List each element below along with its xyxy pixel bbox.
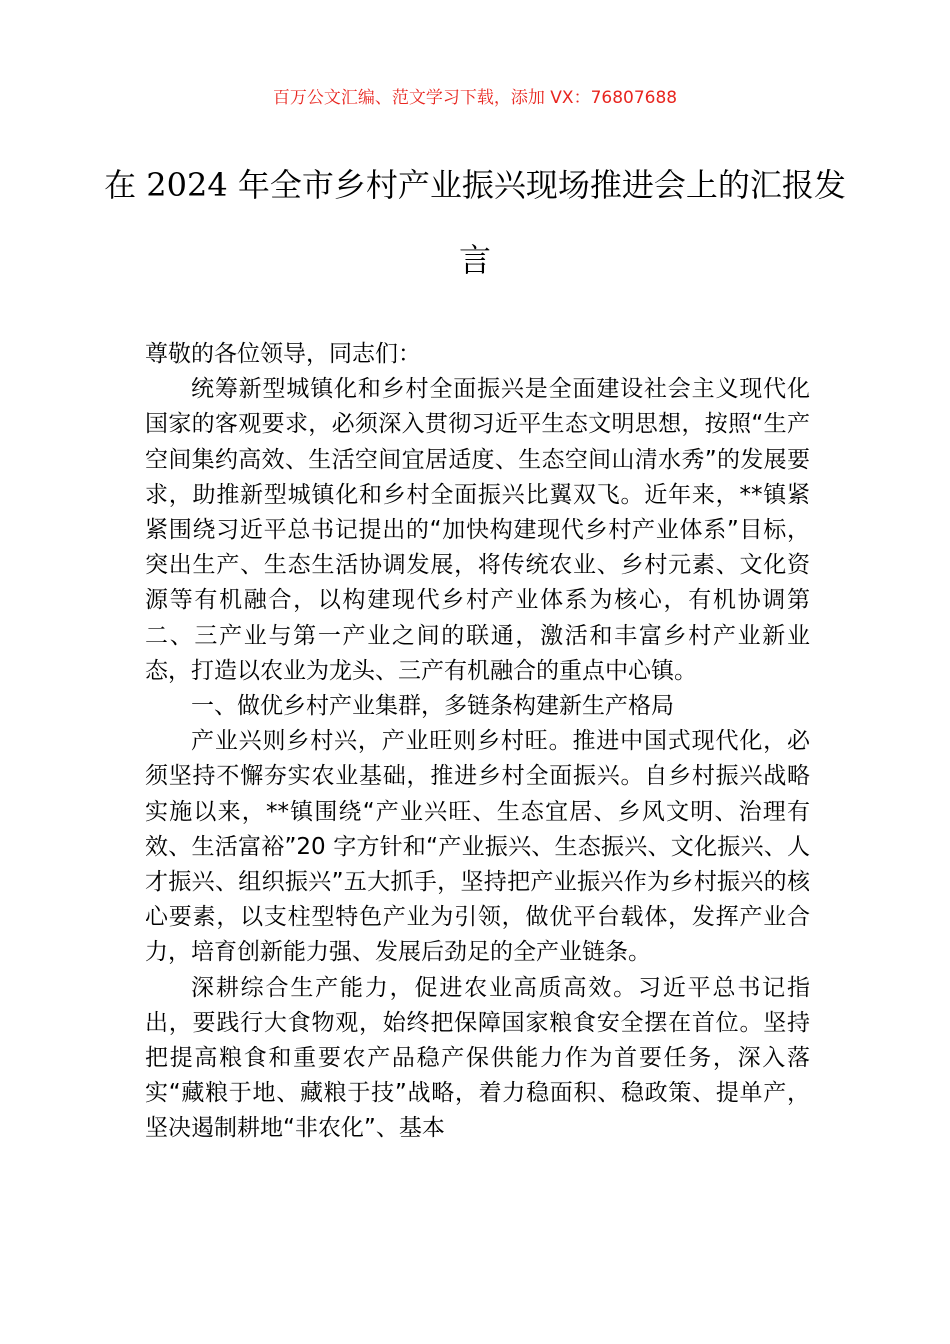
paragraph-intro: 统筹新型城镇化和乡村全面振兴是全面建设社会主义现代化国家的客观要求，必须深入贯彻习近平生态文明思想，按照“生产空间集约高效、生活空间宜居适度、生态空间山清水秀”的发展要求，助推新型城镇化和乡村全面振兴比翼双飞。近年来，**镇紧紧围绕习近平总书记提出的“加快构建现代乡村产业体系”目标，突出生产、生态生活协调发展，将传统农业、乡村元素、文化资源等有机融合，以构建现代乡村产业体系为核心，有机协调第二、三产业与第一产业之间的联通，激活和丰富乡村产业新业态，打造以农业为龙头、三产有机融合的重点中心镇。 — [145, 376, 810, 684]
document-title: 在 2024 年全市乡村产业振兴现场推进会上的汇报发言 — [104, 166, 846, 279]
paragraph-industry: 产业兴则乡村兴，产业旺则乡村旺。推进中国式现代化，必须坚持不懈夯实农业基础，推进乡村全面振兴。自乡村振兴战略实施以来，**镇围绕“产业兴旺、生态宜居、乡风文明、治理有效、生活富裕”20 字方针和“产业振兴、生态振兴、文化振兴、人才振兴、组织振兴”五大抓手，坚持把产业振兴作为乡村振兴的核心要素，以支柱型特色产业为引领，做优平台载体，发挥产业合力，培育创新能力强、发展后劲足的全产业链条。 — [145, 728, 810, 966]
section-heading-1: 一、做优乡村产业集群，多链条构建新生产格局 — [191, 693, 674, 720]
paragraph-production: 深耕综合生产能力，促进农业高质高效。习近平总书记指出，要践行大食物观，始终把保障国家粮食安全摆在首位。坚持把提高粮食和重要农产品稳产保供能力作为首要任务，深入落实“藏粮于地、藏粮于技”战略，着力稳面积、稳政策、提单产，坚决遏制耕地“非农化”、基本 — [145, 974, 810, 1142]
salutation: 尊敬的各位领导，同志们： — [145, 341, 421, 367]
document-body — [145, 337, 810, 1147]
header-note: 百万公文汇编、范文学习下载，添加 VX：76807688 — [272, 88, 678, 108]
